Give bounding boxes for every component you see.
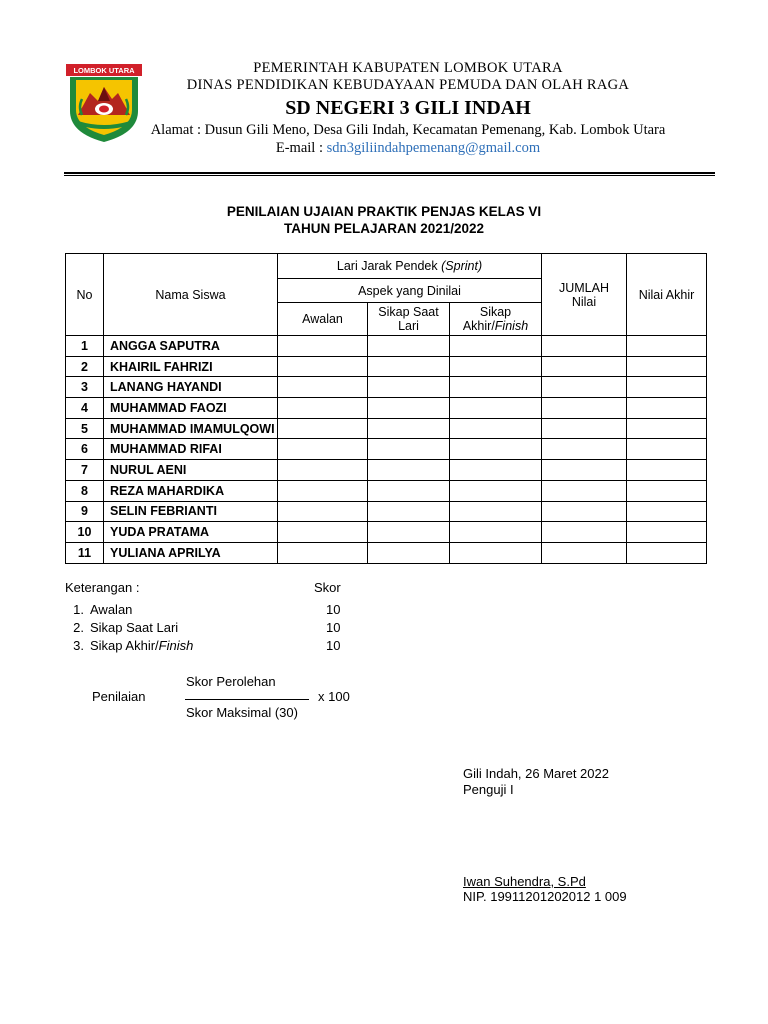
school-name: SD NEGERI 3 GILI INDAH [285, 97, 531, 119]
government-line: PEMERINTAH KABUPATEN LOMBOK UTARA [253, 60, 563, 76]
svg-text:LOMBOK UTARA: LOMBOK UTARA [73, 66, 135, 75]
score-awalan[interactable] [278, 398, 368, 419]
score-sikap-akhir[interactable] [450, 418, 542, 439]
formula-label: Penilaian [92, 689, 146, 704]
note-item: 1. Awalan [73, 602, 133, 617]
score-nilai-akhir[interactable] [627, 398, 707, 419]
score-sikap-saat-lari[interactable] [368, 336, 450, 357]
row-number: 3 [66, 377, 104, 398]
student-name: LANANG HAYANDI [104, 377, 278, 398]
row-number: 11 [66, 542, 104, 563]
score-jumlah[interactable] [542, 377, 627, 398]
student-name: YUDA PRATAMA [104, 522, 278, 543]
title-line-2: TAHUN PELAJARAN 2021/2022 [283, 221, 485, 236]
score-awalan[interactable] [278, 418, 368, 439]
student-name: KHAIRIL FAHRIZI [104, 356, 278, 377]
student-name: MUHAMMAD FAOZI [104, 398, 278, 419]
row-number: 5 [66, 418, 104, 439]
score-nilai-akhir[interactable] [627, 522, 707, 543]
score-sikap-akhir[interactable] [450, 480, 542, 501]
district-logo [64, 63, 144, 143]
score-jumlah[interactable] [542, 501, 627, 522]
score-jumlah[interactable] [542, 336, 627, 357]
header-rule-thick [64, 172, 715, 174]
email-label: E-mail : [275, 140, 323, 156]
score-nilai-akhir[interactable] [627, 460, 707, 481]
row-number: 10 [66, 522, 104, 543]
score-awalan[interactable] [278, 439, 368, 460]
table-row [66, 439, 707, 460]
document-title [120, 203, 648, 237]
score-awalan[interactable] [278, 377, 368, 398]
score-awalan[interactable] [278, 522, 368, 543]
table-row [66, 480, 707, 501]
student-name: SELIN FEBRIANTI [104, 501, 278, 522]
row-number: 9 [66, 501, 104, 522]
score-awalan[interactable] [278, 336, 368, 357]
score-nilai-akhir[interactable] [627, 480, 707, 501]
score-sikap-akhir[interactable] [450, 356, 542, 377]
score-sikap-akhir[interactable] [450, 542, 542, 563]
score-sikap-akhir[interactable] [450, 398, 542, 419]
score-sikap-saat-lari[interactable] [368, 501, 450, 522]
score-jumlah[interactable] [542, 460, 627, 481]
table-row [66, 522, 707, 543]
letterhead [150, 60, 666, 158]
score-jumlah[interactable] [542, 418, 627, 439]
student-name: NURUL AENI [104, 460, 278, 481]
score-sikap-akhir[interactable] [450, 439, 542, 460]
student-name: REZA MAHARDIKA [104, 480, 278, 501]
header-sikap-saat-lari: Sikap Saat Lari [368, 303, 450, 336]
signature-place-date: Gili Indah, 26 Maret 2022 [463, 766, 609, 781]
header-rule-thin [64, 175, 715, 176]
signature-name: Iwan Suhendra, S.Pd [463, 874, 586, 889]
score-sikap-saat-lari[interactable] [368, 439, 450, 460]
row-number: 4 [66, 398, 104, 419]
email-address[interactable]: sdn3giliindahpemenang@gmail.com [326, 140, 541, 156]
score-sikap-akhir[interactable] [450, 377, 542, 398]
email-line [150, 139, 666, 158]
note-item: 2. Sikap Saat Lari [73, 620, 179, 635]
note-score: 10 [326, 602, 341, 617]
score-jumlah[interactable] [542, 356, 627, 377]
row-number: 7 [66, 460, 104, 481]
score-sikap-akhir[interactable] [450, 460, 542, 481]
formula-denominator: Skor Maksimal (30) [186, 705, 298, 720]
signature-role: Penguji I [463, 782, 514, 797]
header-sprint: Lari Jarak Pendek (Sprint) [278, 254, 542, 279]
score-jumlah[interactable] [542, 439, 627, 460]
title-line-1: PENILAIAN UJAIAN PRAKTIK PENJAS KELAS VI [226, 204, 542, 219]
score-sikap-akhir[interactable] [450, 522, 542, 543]
score-nilai-akhir[interactable] [627, 439, 707, 460]
table-row [66, 542, 707, 563]
score-header: Skor [314, 580, 341, 595]
row-number: 6 [66, 439, 104, 460]
assessment-table [65, 253, 707, 564]
header-no: No [66, 254, 104, 336]
score-jumlah[interactable] [542, 522, 627, 543]
note-item: 3. Sikap Akhir/Finish [73, 638, 194, 653]
formula-numerator: Skor Perolehan [186, 674, 276, 689]
score-awalan[interactable] [278, 542, 368, 563]
header-sikap-akhir: Sikap Akhir/Finish [450, 303, 542, 336]
table-row [66, 398, 707, 419]
score-awalan[interactable] [278, 460, 368, 481]
score-nilai-akhir[interactable] [627, 377, 707, 398]
table-row [66, 356, 707, 377]
student-name: ANGGA SAPUTRA [104, 336, 278, 357]
score-sikap-saat-lari[interactable] [368, 522, 450, 543]
row-number: 2 [66, 356, 104, 377]
score-sikap-saat-lari[interactable] [368, 460, 450, 481]
header-name: Nama Siswa [104, 254, 278, 336]
score-nilai-akhir[interactable] [627, 336, 707, 357]
header-awalan: Awalan [278, 303, 368, 336]
fraction-line [185, 699, 309, 700]
note-score: 10 [326, 638, 341, 653]
score-jumlah[interactable] [542, 542, 627, 563]
score-sikap-saat-lari[interactable] [368, 377, 450, 398]
score-sikap-saat-lari[interactable] [368, 480, 450, 501]
score-awalan[interactable] [278, 480, 368, 501]
row-number: 1 [66, 336, 104, 357]
formula-multiplier: x 100 [318, 689, 350, 704]
table-row [66, 460, 707, 481]
notes-label: Keterangan : [65, 580, 140, 595]
score-jumlah[interactable] [542, 398, 627, 419]
score-awalan[interactable] [278, 501, 368, 522]
table-row [66, 336, 707, 357]
score-awalan[interactable] [278, 356, 368, 377]
score-sikap-akhir[interactable] [450, 336, 542, 357]
department-line: DINAS PENDIDIKAN KEBUDAYAAN PEMUDA DAN OLAH RAGA [186, 77, 630, 93]
header-jumlah: JUMLAH Nilai [542, 254, 627, 336]
student-name: MUHAMMAD RIFAI [104, 439, 278, 460]
score-sikap-saat-lari[interactable] [368, 542, 450, 563]
header-nilai-akhir: Nilai Akhir [627, 254, 707, 336]
signature-nip: NIP. 19911201202012 1 009 [463, 889, 627, 904]
note-score: 10 [326, 620, 341, 635]
table-row [66, 377, 707, 398]
header-aspek: Aspek yang Dinilai [278, 279, 542, 303]
table-row [66, 418, 707, 439]
student-name: YULIANA APRILYA [104, 542, 278, 563]
student-name: MUHAMMAD IMAMULQOWI [104, 418, 278, 439]
score-sikap-akhir[interactable] [450, 501, 542, 522]
score-sikap-saat-lari[interactable] [368, 398, 450, 419]
row-number: 8 [66, 480, 104, 501]
score-jumlah[interactable] [542, 480, 627, 501]
score-nilai-akhir[interactable] [627, 418, 707, 439]
score-sikap-saat-lari[interactable] [368, 356, 450, 377]
school-address: Alamat : Dusun Gili Meno, Desa Gili Indah, Kecamatan Pemenang, Kab. Lombok Utara [150, 122, 666, 138]
score-nilai-akhir[interactable] [627, 542, 707, 563]
score-nilai-akhir[interactable] [627, 501, 707, 522]
score-nilai-akhir[interactable] [627, 356, 707, 377]
score-sikap-saat-lari[interactable] [368, 418, 450, 439]
table-row [66, 501, 707, 522]
